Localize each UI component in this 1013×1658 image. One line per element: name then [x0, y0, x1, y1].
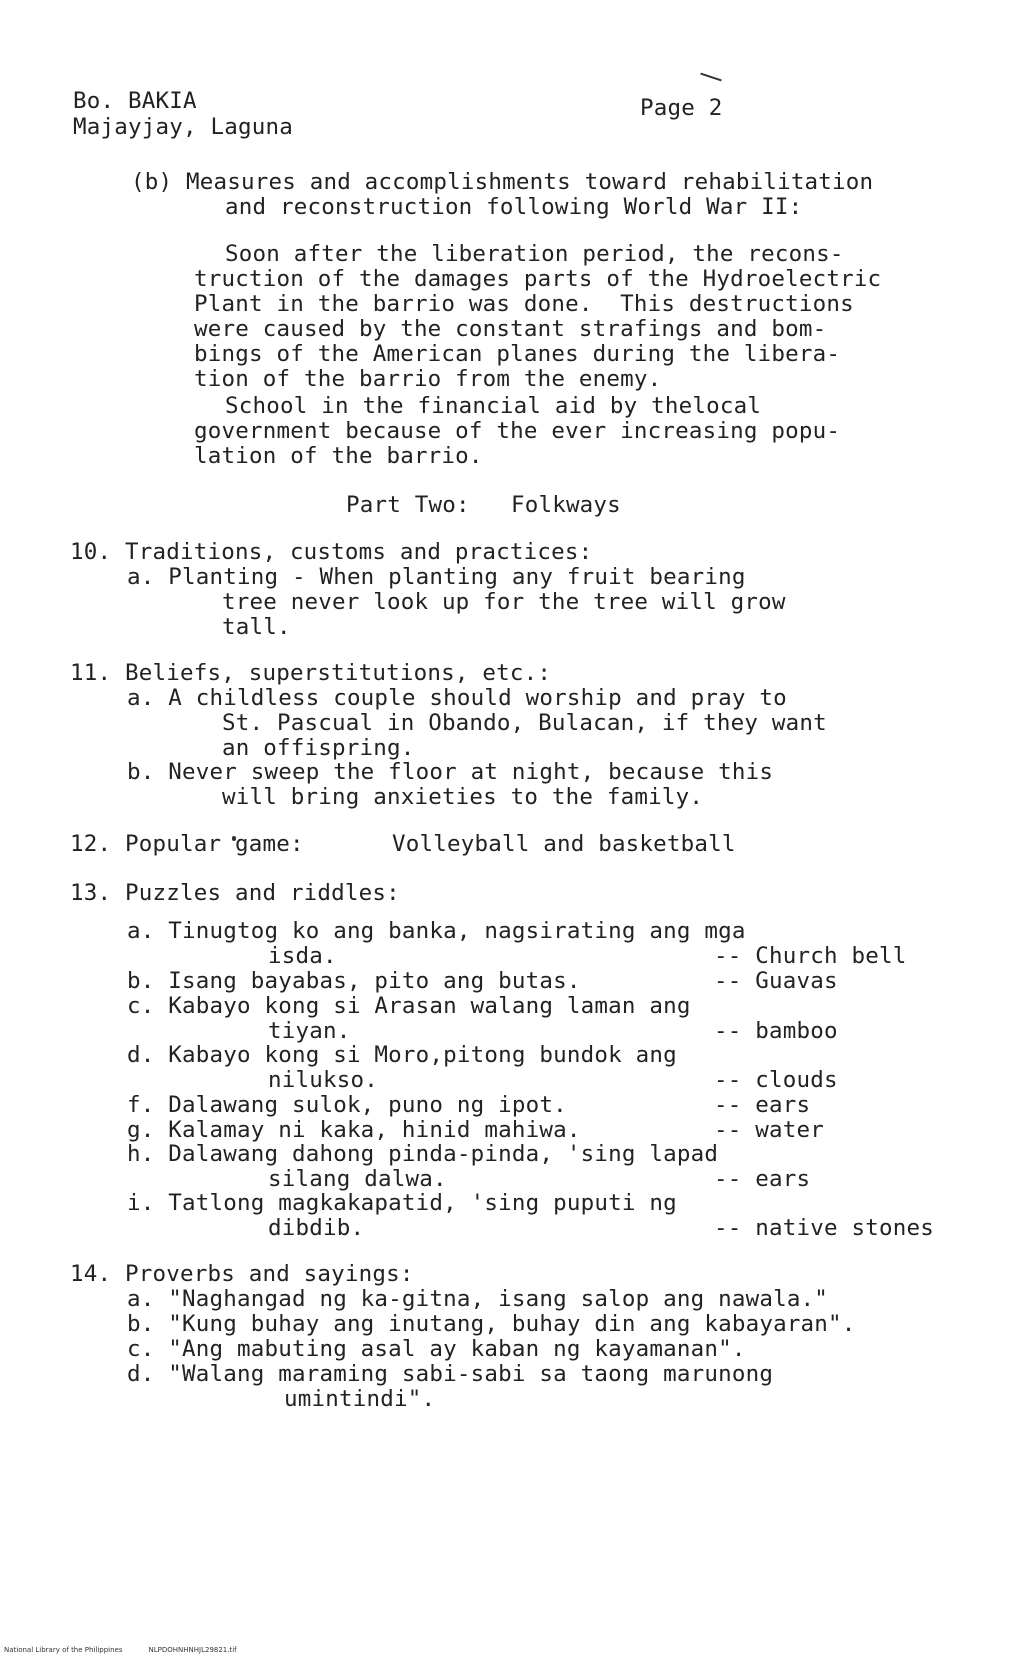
riddle-line: c. Kabayo kong si Arasan walang laman ang: [127, 993, 691, 1019]
part-two-heading: Part Two: Folkways: [346, 492, 621, 518]
item-12-value: Volleyball and basketball: [392, 831, 736, 857]
section-b-heading-cont: and reconstruction following World War II:: [225, 194, 803, 220]
proverb-b: b. "Kung buhay ang inutang, buhay din ang kabayaran".: [127, 1311, 856, 1337]
para1-line: truction of the damages parts of the Hydroelectric: [194, 266, 882, 292]
riddle-line: silang dalwa.: [268, 1166, 447, 1192]
proverb-d-cont: umintindi".: [284, 1386, 436, 1412]
item-10a-line: tree never look up for the tree will grow: [222, 589, 786, 615]
riddle-line: nilukso.: [268, 1067, 378, 1093]
riddle-line: isda.: [268, 943, 337, 969]
riddle-answer: -- Guavas: [714, 968, 838, 994]
proverb-a: a. "Naghangad ng ka-gitna, isang salop ang nawala.": [127, 1286, 829, 1312]
item-10-heading: 10. Traditions, customs and practices:: [70, 539, 593, 565]
para2-line: government because of the ever increasing popu-: [194, 418, 841, 444]
barrio-name: Bo. BAKIA: [73, 88, 197, 114]
riddle-line: f. Dalawang sulok, puno ng ipot.: [127, 1092, 567, 1118]
riddle-line: i. Tatlong magkakapatid, 'sing puputi ng: [127, 1190, 677, 1216]
para2-line: School in the financial aid by thelocal: [225, 393, 762, 419]
riddle-line: h. Dalawang dahong pinda-pinda, 'sing lapad: [127, 1141, 719, 1167]
item-10a-line: a. Planting - When planting any fruit bearing: [127, 564, 746, 590]
scan-footer: [4, 1646, 263, 1654]
item-13-heading: 13. Puzzles and riddles:: [70, 880, 400, 906]
riddle-line: a. Tinugtog ko ang banka, nagsirating ang mga: [127, 918, 746, 944]
riddle-answer: -- clouds: [714, 1067, 838, 1093]
pen-mark: [700, 73, 722, 82]
item-10a-line: tall.: [222, 614, 291, 640]
para1-line: Plant in the barrio was done. This destructions: [194, 291, 854, 317]
riddle-answer: -- bamboo: [714, 1018, 838, 1044]
riddle-answer: -- Church bell: [714, 943, 907, 969]
riddle-line: tiyan.: [268, 1018, 351, 1044]
proverb-c: c. "Ang mabuting asal ay kaban ng kayamanan".: [127, 1336, 746, 1362]
item-14-heading: 14. Proverbs and sayings:: [70, 1261, 414, 1287]
riddle-answer: -- ears: [714, 1092, 811, 1118]
riddle-answer: -- ears: [714, 1166, 811, 1192]
para1-line: were caused by the constant strafings and bom-: [194, 316, 827, 342]
page-number: Page 2: [640, 95, 723, 121]
para1-line: tion of the barrio from the enemy.: [194, 366, 662, 392]
footer-file: NLPDOHNHNHJL29821.tif: [148, 1646, 237, 1654]
riddle-line: dibdib.: [268, 1215, 365, 1241]
para1-line: bings of the American planes during the libera-: [194, 341, 841, 367]
item-11b-line: b. Never sweep the floor at night, because this: [127, 759, 774, 785]
item-12-label: 12. Popular game:: [70, 831, 304, 857]
para2-line: lation of the barrio.: [194, 443, 483, 469]
riddle-line: g. Kalamay ni kaka, hinid mahiwa.: [127, 1117, 581, 1143]
item-11b-line: will bring anxieties to the family.: [222, 784, 704, 810]
riddle-line: b. Isang bayabas, pito ang butas.: [127, 968, 581, 994]
item-11a-line: St. Pascual in Obando, Bulacan, if they want: [222, 710, 827, 736]
item-11-heading: 11. Beliefs, superstitutions, etc.:: [70, 660, 552, 686]
riddle-answer: -- native stones: [714, 1215, 934, 1241]
riddle-line: d. Kabayo kong si Moro,pitong bundok ang: [127, 1042, 677, 1068]
para1-line: Soon after the liberation period, the recons-: [225, 241, 844, 267]
town-name: Majayjay, Laguna: [73, 114, 293, 140]
item-11a-line: a. A childless couple should worship and pray to: [127, 685, 787, 711]
item-11a-line: an offispring.: [222, 735, 415, 761]
footer-library: National Library of the Philippines: [4, 1646, 123, 1654]
section-b-heading: (b) Measures and accomplishments toward rehabilitation: [131, 169, 874, 195]
riddle-answer: -- water: [714, 1117, 824, 1143]
proverb-d: d. "Walang maraming sabi-sabi sa taong marunong: [127, 1361, 774, 1387]
